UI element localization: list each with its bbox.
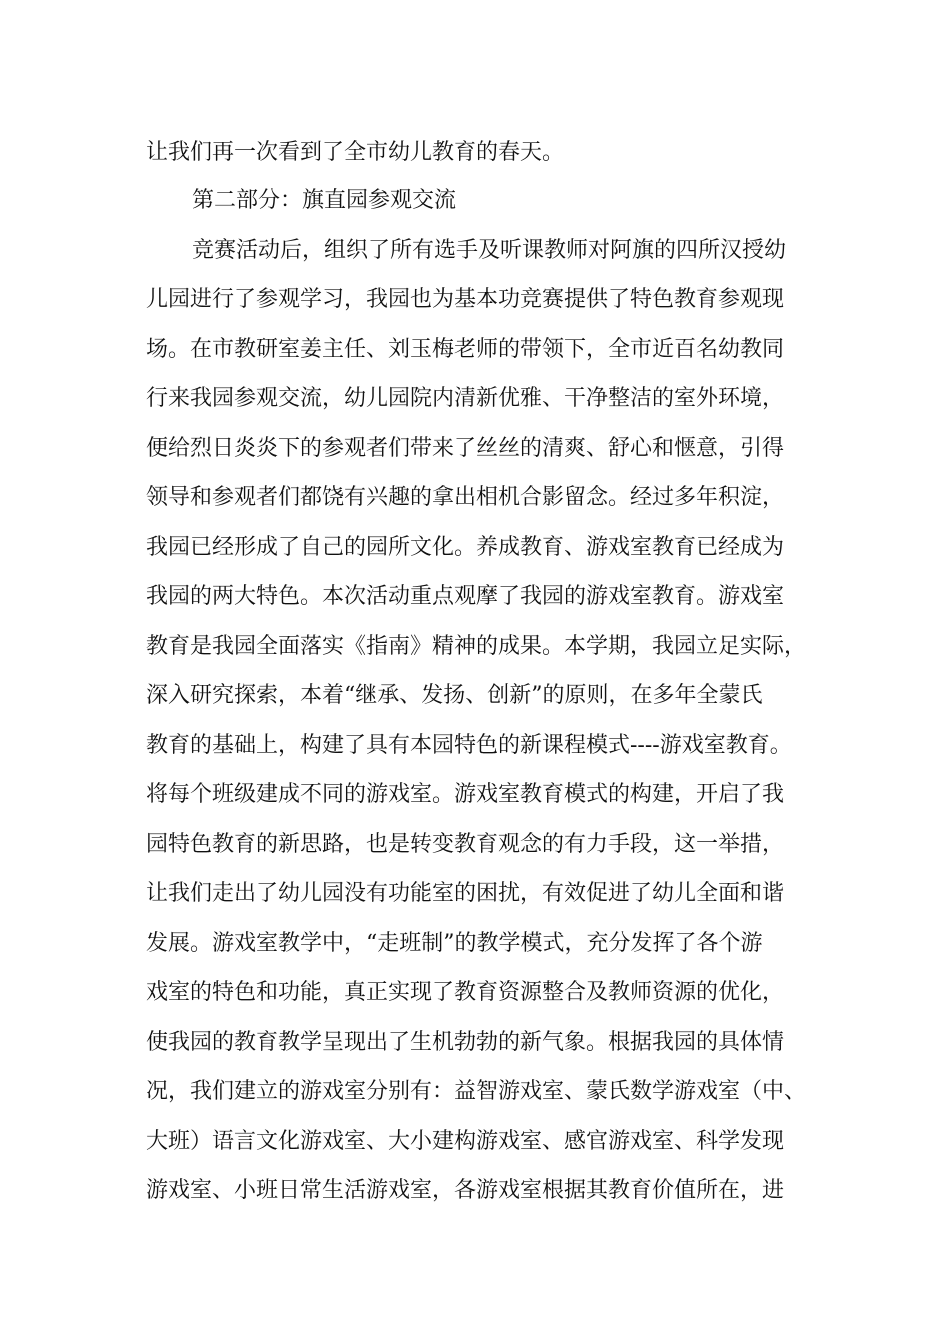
text-line: 使我园的教育教学呈现出了生机勃勃的新气象。根据我园的具体情 xyxy=(146,1030,785,1055)
text-line: 便给烈日炎炎下的参观者们带来了丝丝的清爽、舒心和惬意，引得 xyxy=(146,436,785,461)
text-line: 行来我园参观交流，幼儿园院内清新优雅、干净整洁的室外环境， xyxy=(146,386,785,411)
text-line: 戏室的特色和功能，真正实现了教育资源整合及教师资源的优化， xyxy=(146,980,785,1005)
text-line: 场。在市教研室姜主任、刘玉梅老师的带领下，全市近百名幼教同 xyxy=(146,337,785,362)
text-line: 我园已经形成了自己的园所文化。养成教育、游戏室教育已经成为 xyxy=(146,535,785,560)
text-line: 让我们再一次看到了全市幼儿教育的春天。 xyxy=(146,140,565,165)
text-line: 教育的基础上，构建了具有本园特色的新课程模式----游戏室教育。 xyxy=(146,733,792,758)
section-heading: 第二部分：旗直园参观交流 xyxy=(192,188,457,213)
text-line: 深入研究探索，本着“继承、发扬、创新”的原则，在多年全蒙氏 xyxy=(146,683,763,708)
text-line: 教育是我园全面落实《指南》精神的成果。本学期，我园立足实际， xyxy=(146,634,807,659)
text-line: 将每个班级建成不同的游戏室。游戏室教育模式的构建，开启了我 xyxy=(146,782,785,807)
text-line: 儿园进行了参观学习，我园也为基本功竞赛提供了特色教育参观现 xyxy=(146,287,785,312)
text-line: 让我们走出了幼儿园没有功能室的困扰，有效促进了幼儿全面和谐 xyxy=(146,881,785,906)
text-line: 况，我们建立的游戏室分别有：益智游戏室、蒙氏数学游戏室（中、 xyxy=(146,1079,807,1104)
text-line: 竞赛活动后，组织了所有选手及听课教师对阿旗的四所汉授幼 xyxy=(192,238,787,263)
text-line: 发展。游戏室教学中，“走班制”的教学模式，充分发挥了各个游 xyxy=(146,931,763,956)
text-line: 园特色教育的新思路，也是转变教育观念的有力手段，这一举措， xyxy=(146,832,785,857)
text-line: 我园的两大特色。本次活动重点观摩了我园的游戏室教育。游戏室 xyxy=(146,584,785,609)
text-line: 领导和参观者们都饶有兴趣的拿出相机合影留念。经过多年积淀， xyxy=(146,485,785,510)
text-line: 游戏室、小班日常生活游戏室，各游戏室根据其教育价值所在，进 xyxy=(146,1178,785,1203)
text-line: 大班）语言文化游戏室、大小建构游戏室、感官游戏室、科学发现 xyxy=(146,1129,785,1154)
